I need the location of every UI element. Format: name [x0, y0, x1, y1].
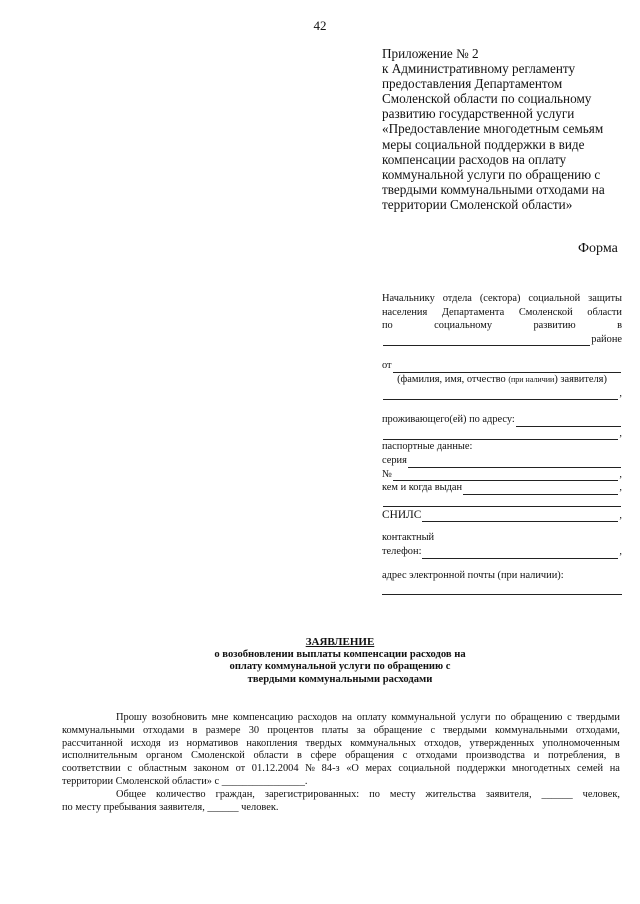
snils-blank[interactable] [422, 510, 618, 522]
word: процентов [267, 724, 314, 736]
word: Начальнику [382, 293, 435, 304]
word: потребления, [547, 750, 607, 762]
series-label: серия [382, 454, 407, 466]
word: мерах [365, 763, 392, 775]
word: Смоленской [191, 750, 245, 762]
word: соответствии [62, 763, 121, 775]
word: нормативов [186, 737, 239, 749]
word: коммунальными [62, 724, 135, 736]
word: по [369, 788, 380, 800]
address-continuation-field[interactable]: , [382, 427, 622, 441]
title-line-2: о возобновлении выплаты компенсации расходов на [214, 648, 466, 660]
word: 01.12.2004 [251, 763, 299, 775]
fio-hint: (фамилия, имя, отчество (при наличии) заявителя) [397, 373, 607, 385]
application-body [62, 712, 620, 814]
issued-blank[interactable] [463, 483, 618, 495]
word: отходами [415, 750, 458, 762]
word: обращения [345, 750, 394, 762]
word: области [587, 306, 622, 318]
word: защиты [588, 293, 622, 304]
paragraph-line [62, 763, 620, 776]
request-paragraph-last-line: территории Смоленской области» с ________________. [62, 775, 308, 787]
annex-line: к Административному регламенту [382, 61, 576, 77]
word: органом [145, 750, 183, 762]
word: в [296, 750, 302, 762]
household-paragraph-line-2: по месту пребывания заявителя, ______ человек. [62, 801, 279, 813]
word: сфере [310, 750, 337, 762]
word: по [382, 320, 393, 332]
issued-continuation-blank[interactable] [383, 495, 621, 507]
word: (сектора) [479, 293, 521, 304]
from-blank[interactable] [393, 361, 621, 373]
word: Прошу [116, 712, 148, 723]
word: семей [577, 763, 604, 775]
annex-line: предоставления Департаментом [382, 76, 563, 92]
word: размере [205, 724, 241, 736]
from-field[interactable] [382, 359, 622, 373]
word: и [533, 750, 540, 762]
word: с [567, 712, 572, 723]
word: на [609, 763, 620, 775]
word: на [341, 712, 353, 723]
series-blank[interactable] [408, 456, 621, 468]
number-blank[interactable] [393, 469, 618, 481]
recipient-line-3 [382, 319, 622, 333]
snils-field[interactable]: СНИЛС , [382, 508, 622, 521]
word: возобновить [151, 712, 207, 723]
word: социальной [398, 763, 451, 775]
word: обращению [510, 712, 563, 723]
from-label: от [382, 360, 392, 372]
word: месту [389, 788, 416, 800]
word: в [192, 724, 198, 736]
annex-line: территории Смоленской области» [382, 196, 573, 212]
passport-number-field[interactable]: № , [382, 468, 622, 480]
word: количество [155, 788, 206, 800]
word: рассчитанной [62, 737, 123, 749]
email-label: адрес электронной почты (при наличии): [382, 569, 564, 581]
district-blank[interactable] [383, 334, 590, 346]
annex-line: коммунальной услуги по обращению с [382, 166, 601, 182]
application-title [180, 636, 500, 686]
annex-line: компенсации расходов на оплату [382, 151, 567, 167]
word: твердыми [576, 712, 620, 723]
word: областным [138, 763, 187, 775]
page-number: 42 [313, 18, 327, 33]
fio-continuation-field[interactable]: , [382, 387, 622, 401]
paragraph-line [62, 750, 620, 763]
word: ______ [541, 788, 573, 800]
phone-blank[interactable] [422, 547, 618, 559]
word: с [430, 724, 436, 736]
household-paragraph-line-1 [62, 789, 620, 802]
annex-line: меры социальной поддержки в виде [382, 136, 585, 152]
word: обращение [373, 724, 423, 736]
issued-continuation-field[interactable] [382, 495, 622, 507]
word: платы [321, 724, 349, 736]
annex-line: «Предоставление многодетным семьям [382, 121, 604, 137]
word: за [356, 724, 366, 736]
word: области [253, 750, 289, 762]
word: Смоленской [518, 306, 573, 318]
word: с [402, 750, 408, 762]
word: Общее [116, 788, 147, 800]
paragraph-line [62, 738, 620, 751]
word: населения [382, 306, 428, 318]
word: услуги [460, 712, 491, 723]
word: с [127, 763, 132, 775]
word: из [168, 737, 179, 749]
address-label: проживающего(ей) по адресу: [382, 414, 515, 426]
word: от [235, 763, 246, 775]
title-line-4: твердыми коммунальными расходами [247, 673, 433, 685]
district-field[interactable] [382, 333, 622, 347]
word: уполномоченным [542, 737, 620, 749]
word: в [617, 320, 622, 332]
snils-label: СНИЛС [382, 508, 422, 521]
word: оплату [356, 712, 387, 723]
word: коммунальными [495, 724, 568, 736]
annex-line: развитию государственной услуги [382, 106, 575, 122]
fio-continuation-blank[interactable] [383, 388, 618, 400]
request-paragraph [62, 712, 620, 776]
title-main: ЗАЯВЛЕНИЕ [305, 636, 375, 648]
word: коммунальной [391, 712, 456, 723]
number-label: № [382, 468, 392, 480]
district-label: районе [591, 333, 622, 345]
word: законом [193, 763, 229, 775]
phone-label: телефон: [382, 545, 422, 557]
word: компенсацию [233, 712, 294, 723]
word: производства [465, 750, 526, 762]
word: социальной [528, 293, 581, 304]
annex-heading [382, 46, 632, 212]
word: развитию [533, 320, 576, 332]
address-continuation-blank[interactable] [383, 428, 618, 440]
word: в [615, 750, 620, 762]
word: социальному [434, 320, 493, 332]
word: отдела [442, 293, 472, 304]
word: заявителя, [485, 788, 532, 800]
word: коммунальных [350, 737, 416, 749]
word: расходов [297, 712, 338, 723]
word: накопления [246, 737, 298, 749]
word: жительства [425, 788, 476, 800]
word: 30 [248, 724, 260, 736]
address-field[interactable] [382, 413, 622, 427]
word: 84-з [321, 763, 340, 775]
word: твердыми [443, 724, 487, 736]
recipient-line-2 [382, 306, 622, 320]
passport-label: паспортные данные: [382, 441, 473, 453]
title-line-3: оплату коммунальной услуги по обращению с [229, 661, 451, 672]
email-blank[interactable] [382, 582, 622, 595]
word: многодетных [512, 763, 571, 775]
word: мне [211, 712, 229, 723]
issued-field[interactable]: кем и когда выдан , [382, 482, 622, 494]
word: «О [346, 763, 359, 775]
recipient-block [382, 292, 622, 595]
annex-line: твердыми коммунальными отходами на [382, 181, 605, 197]
form-label: Форма [578, 241, 618, 256]
address-blank[interactable] [516, 415, 621, 427]
paragraph-line [62, 712, 620, 725]
word: отходами, [575, 724, 620, 736]
word: исполнительным [62, 750, 138, 762]
word: поддержки [456, 763, 506, 775]
word: утвержденных [469, 737, 535, 749]
recipient-line-1 [382, 292, 622, 306]
annex-line: Смоленской области по социальному [382, 91, 592, 107]
word: твердых [305, 737, 343, 749]
passport-series-field[interactable] [382, 454, 622, 468]
issued-label: кем и когда выдан [382, 482, 463, 494]
contact-label: контактный [382, 532, 435, 544]
phone-field[interactable]: телефон: , [382, 545, 622, 557]
word: отходами [142, 724, 185, 736]
word: зарегистрированных: [264, 788, 360, 800]
word: отходов, [424, 737, 462, 749]
word: № [305, 763, 316, 775]
word: граждан, [215, 788, 255, 800]
annex-line: Приложение № 2 [382, 46, 479, 61]
word: Департамента [441, 306, 505, 318]
word: человек, [582, 788, 620, 800]
word: по [495, 712, 506, 723]
paragraph-line [62, 725, 620, 738]
word: исходя [130, 737, 161, 749]
